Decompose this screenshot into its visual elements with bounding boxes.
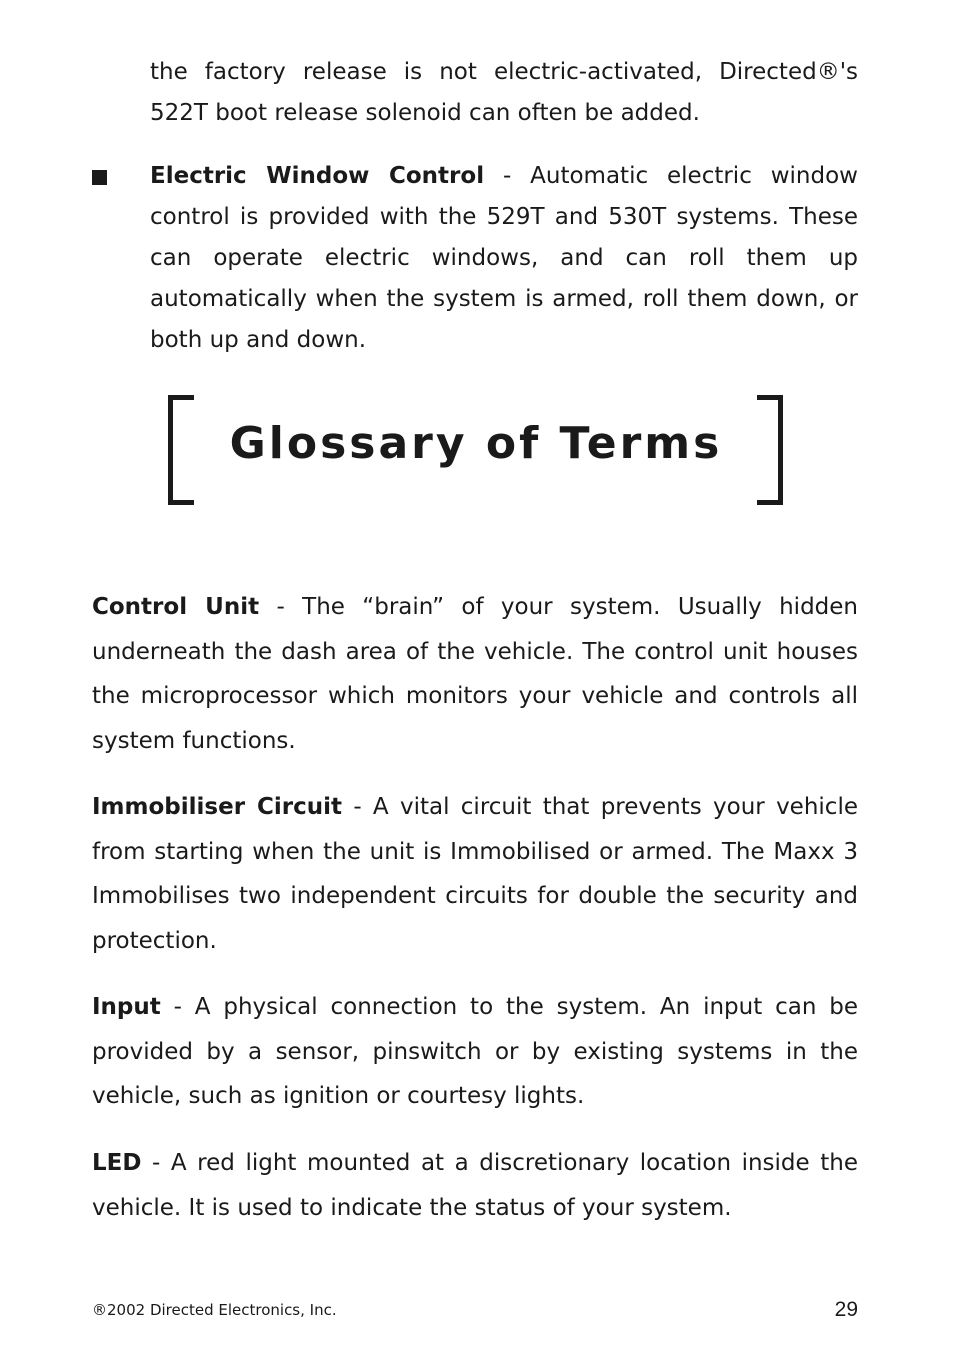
page-number: 29 xyxy=(834,1298,858,1321)
glossary-term: Immobiliser Circuit xyxy=(92,794,343,820)
glossary-definition: - A red light mounted at a discretionary location inside the vehicle. It is used to indicate the status of your system. xyxy=(92,1150,858,1221)
intro-text: the factory release is not electric-activated, Directed®'s 522T boot release solenoid can often be added. xyxy=(150,59,858,126)
intro-paragraph xyxy=(150,52,858,134)
right-bracket-decoration xyxy=(757,395,783,505)
glossary-term: Input xyxy=(92,994,161,1020)
glossary-entry-input xyxy=(92,985,858,1119)
footer-copyright: ®2002 Directed Electronics, Inc. xyxy=(92,1301,337,1319)
glossary-term: LED xyxy=(92,1150,142,1176)
bullet-text: - Automatic electric window control is provided with the 529T and 530T systems. These can operate electric windows, and can roll them up automatically when the system is armed, roll them down, or both up and down. xyxy=(150,163,858,353)
glossary-definition: - A physical connection to the system. An input can be provided by a sensor, pinswitch or by existing systems in the vehicle, such as ignition or courtesy lights. xyxy=(92,994,858,1110)
glossary-entry-control-unit xyxy=(92,585,858,763)
square-bullet-icon xyxy=(92,170,107,185)
glossary-entry-immobiliser-circuit xyxy=(92,785,858,963)
bullet-item-electric-window xyxy=(150,156,858,361)
bullet-term: Electric Window Control xyxy=(150,163,485,189)
glossary-term: Control Unit xyxy=(92,594,260,620)
glossary-definition: - The “brain” of your system. Usually hidden underneath the dash area of the vehicle. The control unit houses the microprocessor which monitors your vehicle and controls all system functions. xyxy=(92,594,858,754)
glossary-definition: - A vital circuit that prevents your vehicle from starting when the unit is Immobilised or armed. The Maxx 3 Immobilises two independent circuits for double the security and protection. xyxy=(92,794,858,954)
glossary-entry-led xyxy=(92,1141,858,1230)
section-heading: Glossary of Terms xyxy=(229,418,723,469)
left-bracket-decoration xyxy=(168,395,194,505)
